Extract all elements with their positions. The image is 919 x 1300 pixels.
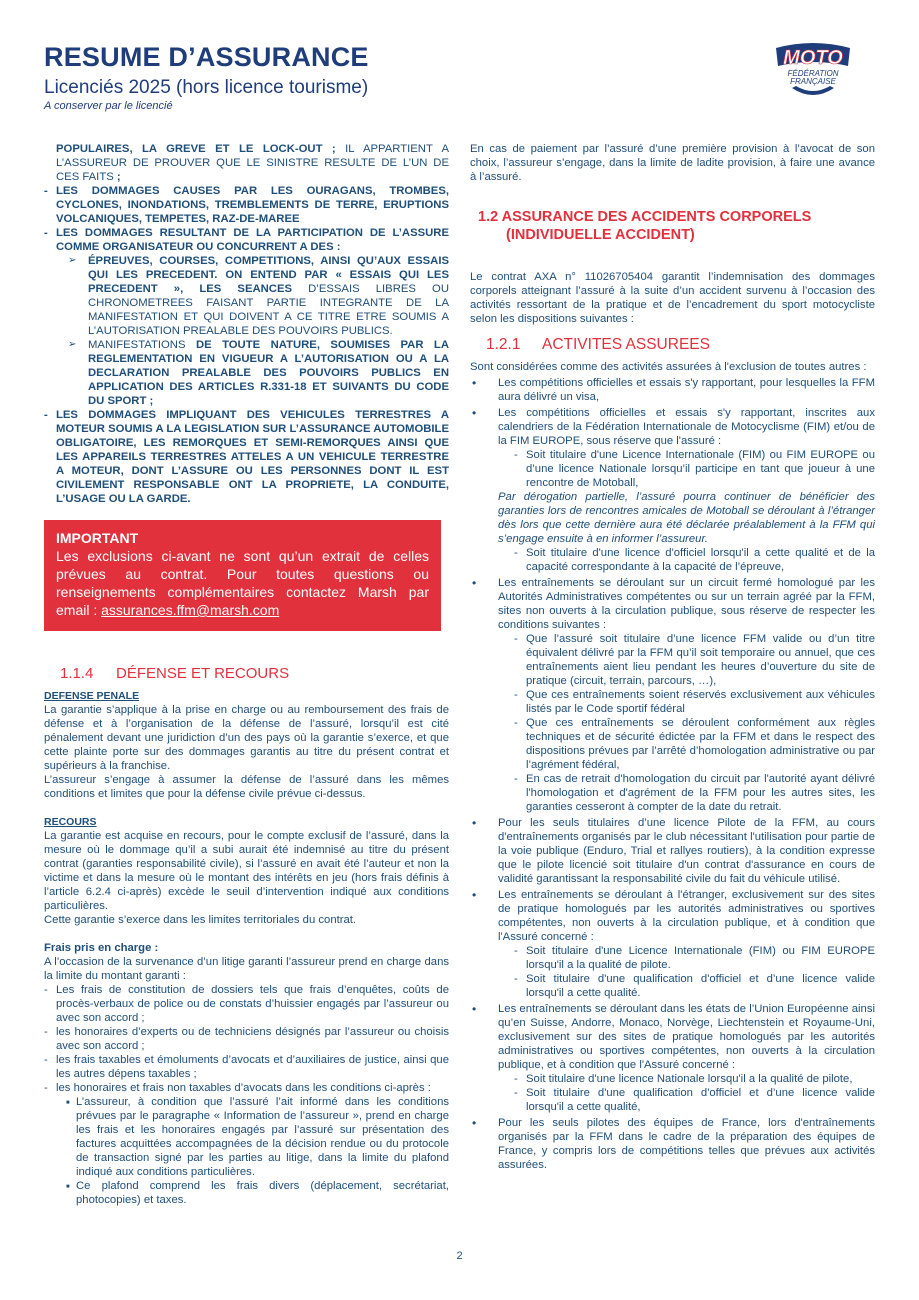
important-title: IMPORTANT (56, 530, 139, 546)
activity-item (470, 576, 875, 814)
exclusion-bold-text: POPULAIRES, LA GREVE ET LE LOCK-OUT ; (56, 143, 336, 155)
subheading-defense-penale: DEFENSE PENALE (44, 690, 140, 702)
email-link[interactable]: assurances.ffm@marsh.com (101, 602, 280, 618)
section-heading-defense (60, 665, 449, 683)
activity-item: • Pour les seuls titulaires d’une licence Pilote de la FFM, au cours d'entraînements organisés par le club nécessitant l'utilisation pour partie de la voie publique (Enduro, Trial et rallyes routiers), à la condition expresse que le pilote licencié soit titulaire d'un contrat d'assurance en cours de validité garantissant la responsabilité civile du fait du véhicule utilisé. (470, 816, 875, 886)
activity-subitem: - Soit titulaire d'une licence d'officiel lorsqu'il a cette qualité et de la capacité correspondante à la capacité de l’épreuve, (514, 546, 875, 574)
activity-subitem: - Soit titulaire d'une qualification d'officiel et d’une licence valide lorsqu'il a cette qualité, (514, 1086, 875, 1114)
advance-paragraph: En cas de paiement par l’assuré d’une première provision à l’avocat de son choix, l’assureur s’engage, dans la limite de ladite provision, à faire une avance à l’assuré. (470, 143, 875, 183)
events-text: D’ESSAIS LIBRES OU CHRONOMETREES FAISANT PARTIE INTEGRANTE DE LA MANIFESTATION ET QUI DOIVENT A CE TITRE ETRE SOUMIS A L’AUTORISATION PREALABLE DES POUVOIRS PUBLICS. (88, 283, 449, 337)
section-heading-line-1: 1.2 ASSURANCE DES ACCIDENTS CORPORELS (478, 209, 812, 225)
manifestations-text: MANIFESTATIONS (88, 339, 196, 351)
activity-item (470, 1002, 875, 1114)
document-title: RESUME D’ASSURANCE (44, 42, 369, 72)
left-column (44, 142, 449, 1207)
subsection-heading-activites (486, 336, 875, 354)
activity-sublist (514, 944, 875, 1000)
subheading-recours: RECOURS (44, 816, 97, 828)
recours-paragraph-2: Cette garantie s’exerce dans les limites territoriales du contrat. (44, 914, 357, 926)
page-number: 2 (456, 1250, 463, 1262)
defense-paragraph-1: La garantie s’applique à la prise en charge ou au remboursement des frais de défense et à l’organisation de la défense de l’assuré, lorsqu’il est cité pénalement devant une juridiction d’un des pays où la garantie s’exerce, et que cette plainte porte sur des dommages garantis au titre du présent contrat et supérieurs à la franchise. (44, 704, 449, 772)
document-subtitle: Licenciés 2025 (hors licence tourisme) (44, 77, 369, 98)
frais-item: - Les frais de constitution de dossiers tels que frais d’enquêtes, coûts de procès-verbaux de police ou de constats d’huissier engagés par l’assureur ou avec son accord ; (44, 983, 449, 1025)
exclusion-list (44, 184, 449, 506)
activity-sublist (514, 632, 875, 814)
svg-text:FRANÇAISE: FRANÇAISE (790, 77, 836, 86)
svg-text:FÉDÉRATION: FÉDÉRATION (787, 69, 839, 78)
participation-item-manifestations (68, 338, 449, 408)
svg-text:MOTO: MOTO (783, 47, 843, 69)
activity-item: • Pour les seuls pilotes des équipes de France, lors d'entraînements organisés par la FFM dans le cadre de la préparation des équipes de France, y compris lors de compétitions telles que prévues aux activités assurées. (470, 1116, 875, 1172)
activity-item-text: Les compétitions officielles et essais s'y rapportant, inscrites aux calendriers de la Fédération Internationale de Motocyclisme (FIM) et/ou de la FIM EUROPE, sous réserve que l'assuré : (498, 407, 875, 447)
defense-paragraph-2: L’assureur s’engage à assumer la défense de l’assuré dans les mêmes conditions et limites que pour la défense civile prévue ci-dessus. (44, 774, 449, 800)
derogation-note: Par dérogation partielle, l’assuré pourra continuer de bénéficier des garanties lors de rencontres amicales de Motoball se déroulant à l’étranger dès lors que cette dernière aura été déclarée préalablement à la FFM qui s’engage ensuite à en informer l’assureur. (498, 491, 875, 545)
subsection-number: 1.2.1 (486, 336, 521, 353)
activity-item (470, 888, 875, 1000)
activities-list (470, 376, 875, 1172)
document-header (44, 42, 874, 113)
activity-subitem: - Que ces entraînements se déroulent conformément aux règles techniques et de sécurité édictée par la FFM et dans le respect des dispositions prévues par l’arrêté d’homologation administrative ou par l’agrément fédéral, (514, 716, 875, 772)
activity-subitem: - Que ces entraînements soient réservés exclusivement aux véhicules listés par le Code sportif fédéral (514, 688, 875, 716)
ffm-moto-logo (770, 40, 856, 100)
activity-item-text: Les entraînements se déroulant dans les états de l’Union Européenne ainsi qu’en Suisse, Andorre, Monaco, Norvège, Liechtenstein et Royaume-Uni, exclusivement sur des sites de pratique homologués par les autorités administratives ou sportives compétentes, non ouverts à la circulation publique, et à condition que l'Assuré concerné : (498, 1003, 875, 1071)
activity-subitem: - Soit titulaire d'une licence Nationale lorsqu'il a la qualité de pilote, (514, 1072, 875, 1086)
section-number: 1.1.4 (60, 665, 94, 682)
activity-item-text: Les entraînements se déroulant sur un circuit fermé homologué par les Autorités Administratives compétentes ou sur un terrain agréé par la FFM, sites non ouverts à la circulation publique, sous réserve de respecter les conditions suivantes : (498, 577, 875, 631)
exclusion-item-participation (44, 226, 449, 408)
activities-lead: Sont considérées comme des activités assurées à l'exclusion de toutes autres : (470, 361, 867, 373)
exclusion-item-vehicles: - LES DOMMAGES IMPLIQUANT DES VEHICULES TERRESTRES A MOTEUR SOUMIS A LA LEGISLATION SUR L’ASSURANCE AUTOMOBILE OBLIGATOIRE, LES REMORQUES ET SEMI-REMORQUES AINSI QUE LES APPAREILS TERRESTRES ATTELES A UN VEHICULE TERRESTRE A MOTEUR, DONT L’ASSURE OU LES PERSONNES DONT IL EST CIVILEMENT RESPONSABLE ONT LA PROPRIETE, LA CONDUITE, L’USAGE OU LA GARDE. (44, 408, 449, 506)
activity-sublist (514, 448, 875, 490)
frais-item (44, 1081, 449, 1207)
important-body: Les exclusions ci-avant ne sont qu’un extrait de celles prévues au contrat. Pour toutes questions ou renseignements complémentaires contactez Marsh par email : (56, 548, 429, 618)
recours-paragraph-1: La garantie est acquise en recours, pour le compte exclusif de l’assuré, dans la mesure où le dommage qu’il a subi aurait été indemnisé au titre du présent contrat (garanties responsabilité civile), si l’assuré en avait été l’auteur et non la victime et dans la mesure où le montant des intérêts en jeu (hors frais définis à l’article 6.2.4 ci-après) excède le seuil d’intervention indiqué aux conditions particulières. (44, 830, 449, 912)
document-note: A conserver par le licencié (44, 100, 173, 112)
participation-sublist (68, 254, 449, 408)
activity-item-text: Les entraînements se déroulant à l'étranger, exclusivement sur des sites de pratique homologués par les autorités administratives ou sportives compétentes, non ouverts à la circulation publique, et à condition que l'Assuré concerné : (498, 889, 875, 943)
frais-item: - les honoraires d’experts ou de techniciens désignés par l’assureur ou choisis avec son accord ; (44, 1025, 449, 1053)
activity-sublist (514, 1072, 875, 1114)
important-box (44, 520, 441, 631)
important-text (56, 547, 429, 619)
manifestations-bold: DE TOUTE NATURE, SOUMISES PAR LA REGLEMENTATION EN VIGUEUR A L’AUTORISATION OU A LA DECLARATION PREALABLE DES POUVOIRS PUBLICS EN APPLICATION DES ARTICLES R.331-18 ET SUIVANTS DU CODE DU SPORT ; (88, 339, 449, 407)
section-heading-line-2: (INDIVIDUELLE ACCIDENT) (506, 227, 695, 243)
frais-list (44, 983, 449, 1207)
frais-subitem: ■ L’assureur, à condition que l’assuré l’ait informé dans les conditions prévues par le paragraphe « Information de l’assureur », prend en charge les frais et les honoraires engagés par l’assuré sur présentation des factures acquittées accompagnées de la décision rendue ou du protocole de transaction signé par les parties au litige, dans la limite du plafond indiqué aux conditions particulières. (66, 1095, 449, 1179)
contract-paragraph: Le contrat AXA n° 11026705404 garantit l’indemnisation des dommages corporels atteignant l’assuré à la suite d’un accident survenu à l’occasion des activités ressortant de la pratique et de l’encadrement du sport motocycliste selon les dispositions suivantes : (470, 271, 875, 325)
activity-subitem: - En cas de retrait d'homologation du circuit par l'autorité ayant délivré l'homologation et d'agrément de la FFM pour les autres sites, les garanties cesseront à compter de la date du retrait. (514, 772, 875, 814)
activity-item: • Les compétitions officielles et essais s'y rapportant, pour lesquelles la FFM aura délivré un visa, (470, 376, 875, 404)
events-bold: ÉPREUVES, COURSES, COMPETITIONS, AINSI QU’AUX ESSAIS QUI LES PRECEDENT. ON ENTEND PAR « ESSAIS QUI LES PRECEDENT », LES SEANCES (88, 255, 449, 295)
right-column (470, 142, 875, 1172)
activity-subitem: - Soit titulaire d'une Licence Internationale (FIM) ou FIM EUROPE lorsqu'il a la qualité de pilote. (514, 944, 875, 972)
exclusion-paragraph (44, 142, 449, 184)
section-title: DÉFENSE ET RECOURS (116, 665, 290, 682)
activity-sublist (514, 546, 875, 574)
section-heading-accidents (478, 208, 875, 244)
activity-subitem: - Soit titulaire d'une qualification d'officiel et d’une licence valide lorsqu'il a cette qualité. (514, 972, 875, 1000)
frais-item-text: les honoraires et frais non taxables d’avocats dans les conditions ci-après : (56, 1082, 431, 1094)
activity-subitem: - Soit titulaire d'une Licence Internationale (FIM) ou FIM EUROPE ou d’une licence Nationale lorsqu’il participe en tant que joueur à une rencontre de Motoball, (514, 448, 875, 490)
participation-item-events (68, 254, 449, 338)
frais-heading: Frais pris en charge : (44, 942, 159, 954)
activity-item (470, 406, 875, 574)
frais-intro: A l’occasion de la survenance d’un litige garanti l’assureur prend en charge dans la limite du montant garanti : (44, 956, 449, 982)
frais-item: - les frais taxables et émoluments d’avocats et d’auxiliaires de justice, ainsi que les autres dépens taxables ; (44, 1053, 449, 1081)
exclusion-text: IL APPARTIENT A L’ASSUREUR DE PROUVER QUE LE SINISTRE RESULTE DE L’UN DE CES FAITS (56, 143, 449, 183)
exclusion-end: ; (116, 171, 121, 183)
activity-subitem: - Que l’assuré soit titulaire d’une licence FFM valide ou d’un titre équivalent délivré par la FFM qu’il soit temporaire ou annuel, que ces entraînements aient lieu pendant les heures d’ouverture du site de pratique (circuit, terrain, parcours, …), (514, 632, 875, 688)
exclusion-item-weather: - LES DOMMAGES CAUSES PAR LES OURAGANS, TROMBES, CYCLONES, INONDATIONS, TREMBLEMENTS DE TERRE, ERUPTIONS VOLCANIQUES, TEMPETES, RAZ-DE-MAREE (44, 184, 449, 226)
exclusion-item-participation-text: LES DOMMAGES RESULTANT DE LA PARTICIPATION DE L’ASSURE COMME ORGANISATEUR OU CONCURRENT A DES : (56, 227, 449, 253)
frais-subitem: ■ Ce plafond comprend les frais divers (déplacement, secrétariat, photocopies) et taxes. (66, 1179, 449, 1207)
frais-sublist (66, 1095, 449, 1207)
subsection-title: ACTIVITES ASSUREES (542, 336, 710, 353)
